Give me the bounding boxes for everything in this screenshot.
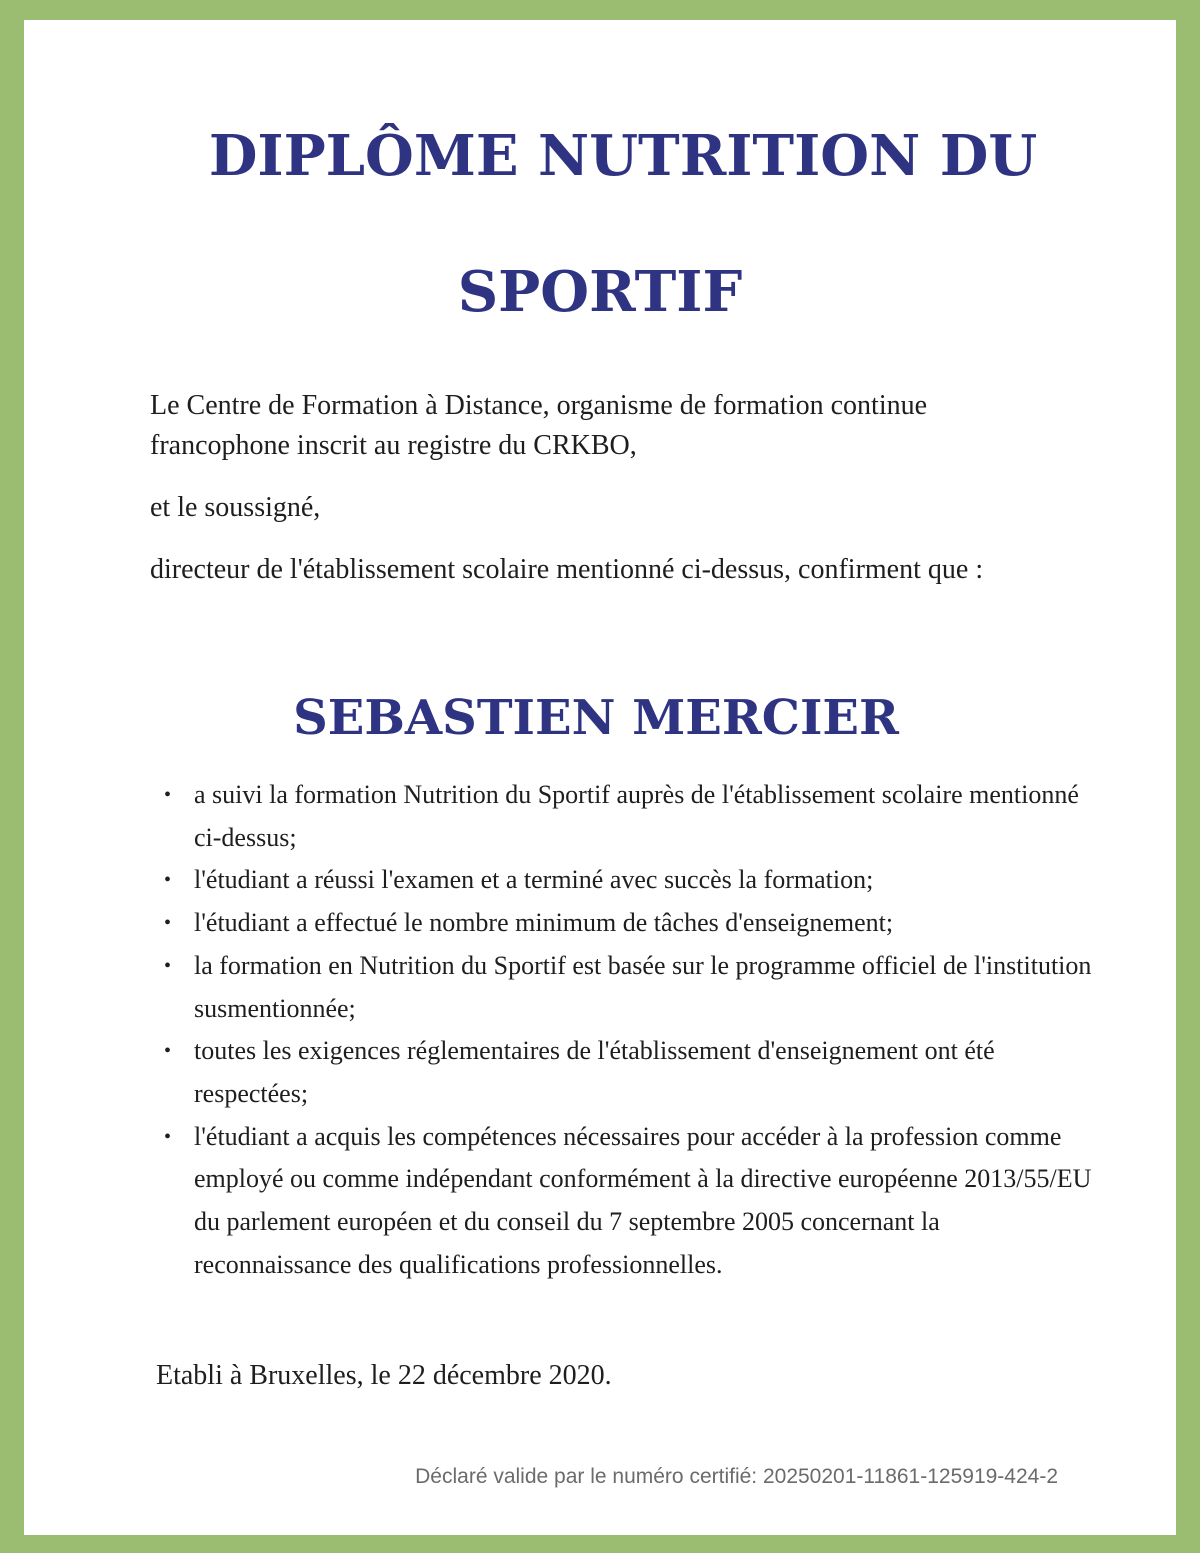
certificate-number: Déclaré valide par le numéro certifié: 20250201-11861-125919-424-2	[415, 1465, 1058, 1488]
bullet-icon: •	[164, 1125, 172, 1148]
statement-text: a suivi la formation Nutrition du Sportif auprès de l'établissement scolaire mentionné ci-dessus;	[194, 780, 1079, 852]
statement-item	[164, 902, 1094, 945]
statement-text: l'étudiant a effectué le nombre minimum de tâches d'enseignement;	[194, 908, 894, 938]
statement-item	[164, 945, 1094, 1030]
intro-undersigned: et le soussigné,	[150, 492, 321, 523]
recipient-name: SEBASTIEN MERCIER	[293, 690, 899, 746]
intro-director: directeur de l'établissement scolaire mentionné ci-dessus, confirment que :	[150, 554, 984, 585]
statement-text: toutes les exigences réglementaires de l'établissement d'enseignement ont été respectées;	[194, 1036, 995, 1108]
statement-text: l'étudiant a acquis les compétences nécessaires pour accéder à la profession comme employé ou comme indépendant conformément à la directive européenne 2013/55/EU du parlement européen et du conseil du 7 septembre 2005 concernant la reconnaissance des qualifications professionnelles.	[194, 1121, 1092, 1279]
bullet-icon: •	[164, 912, 172, 935]
bullet-icon: •	[164, 1040, 172, 1063]
statement-text: l'étudiant a réussi l'examen et a terminé avec succès la formation;	[194, 865, 874, 895]
diploma-title-line-1: DIPLÔME NUTRITION DU	[208, 123, 1038, 189]
intro-organisation: Le Centre de Formation à Distance, organisme de formation continue francophone inscrit au registre du CRKBO,	[150, 390, 928, 461]
place-and-date: Etabli à Bruxelles, le 22 décembre 2020.	[156, 1360, 612, 1391]
bullet-icon: •	[164, 954, 172, 977]
diploma-title-line-2: SPORTIF	[457, 259, 743, 325]
statement-item	[164, 1030, 1094, 1115]
statement-item	[164, 774, 1094, 859]
bullet-icon: •	[164, 784, 172, 806]
statement-list	[164, 774, 1094, 1286]
statement-item	[164, 859, 1094, 902]
bullet-icon: •	[164, 869, 172, 892]
statement-text: la formation en Nutrition du Sportif est basée sur le programme officiel de l'institution susmentionnée;	[194, 950, 1092, 1023]
statement-item	[164, 1116, 1094, 1287]
